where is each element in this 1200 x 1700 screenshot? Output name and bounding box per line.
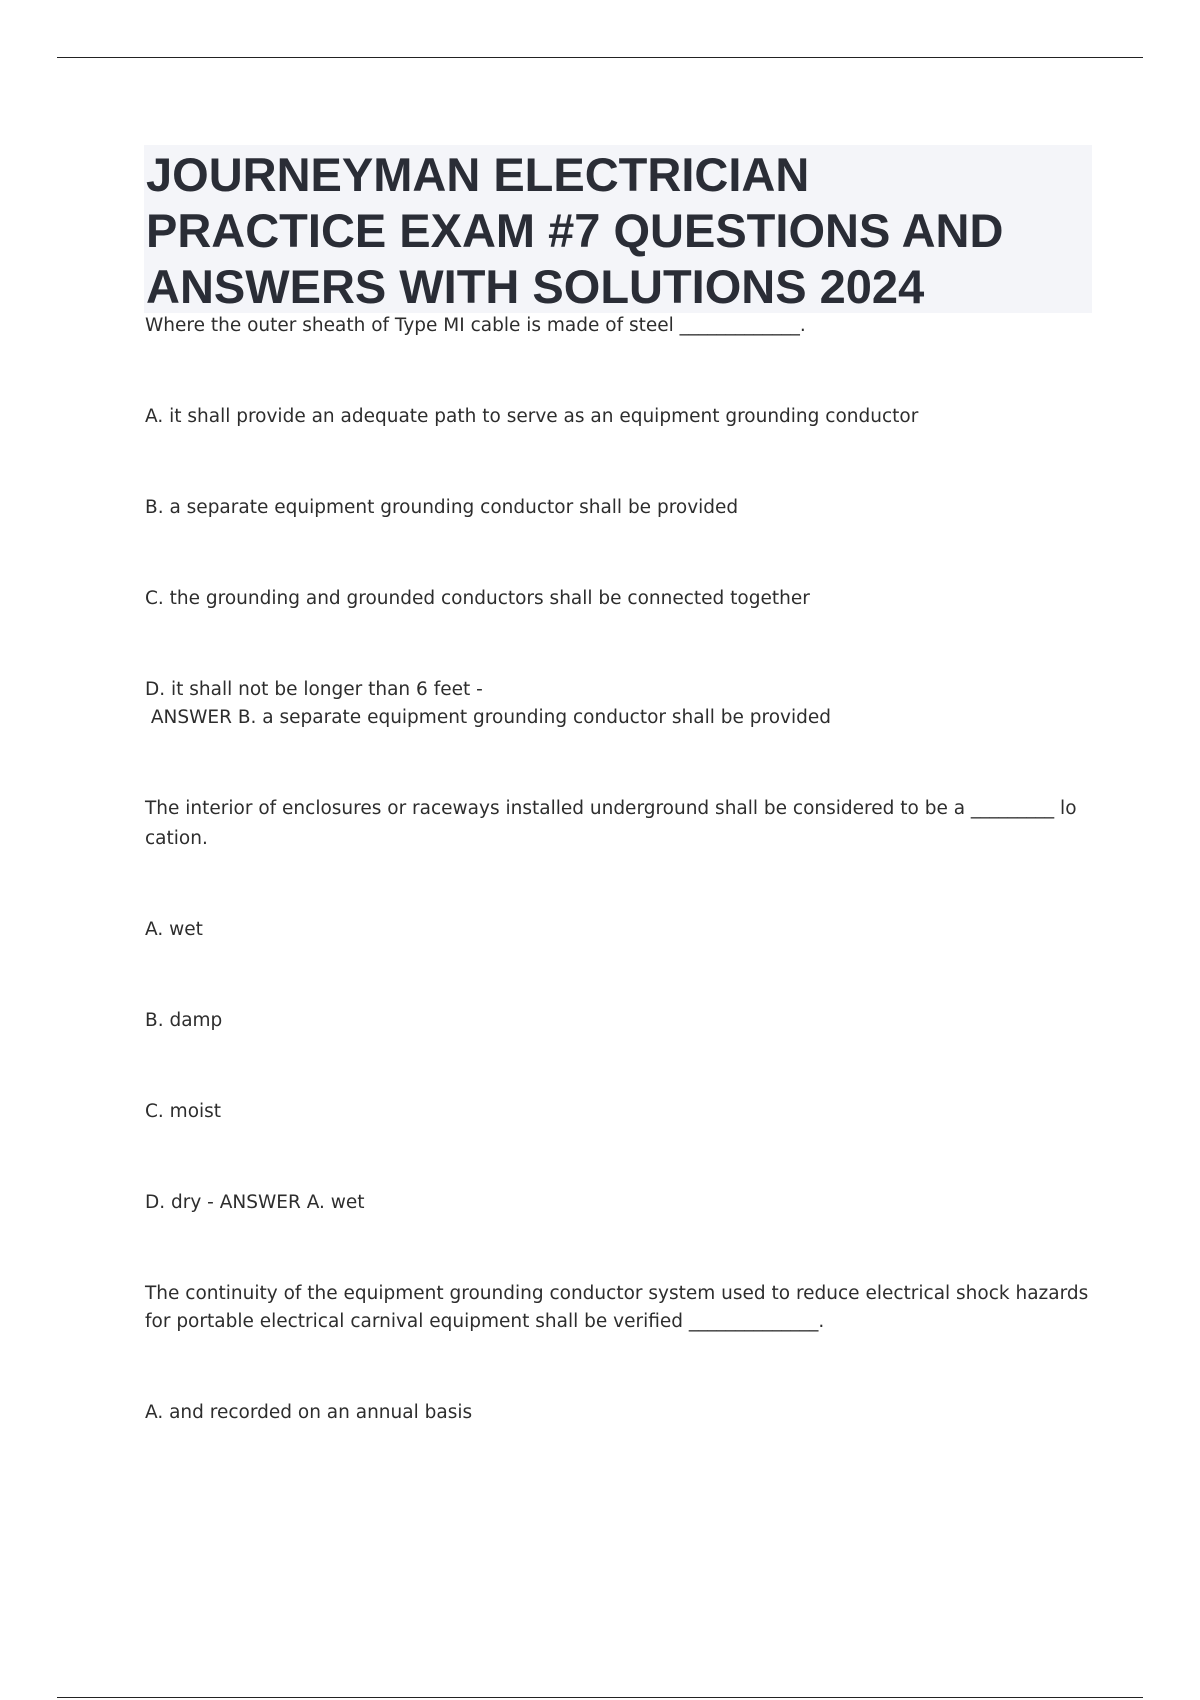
q2-question-line-1: The interior of enclosures or raceways installed underground shall be considered to be a _________ lo [145, 798, 1077, 819]
title-line-2: PRACTICE EXAM #7 QUESTIONS AND [146, 204, 1004, 257]
q1-option-c: C. the grounding and grounded conductors shall be connected together [145, 588, 810, 609]
q3-question-line-1: The continuity of the equipment grounding conductor system used to reduce electrical shock hazards [145, 1283, 1089, 1304]
q1-answer: ANSWER B. a separate equipment grounding conductor shall be provided [145, 707, 831, 728]
top-divider [57, 57, 1143, 58]
q1-option-a: A. it shall provide an adequate path to serve as an equipment grounding conductor [145, 406, 919, 427]
q1-option-d: D. it shall not be longer than 6 feet - [145, 679, 483, 700]
title-line-3: ANSWERS WITH SOLUTIONS 2024 [146, 260, 925, 313]
q2-option-d-answer: D. dry - ANSWER A. wet [145, 1192, 365, 1213]
q3-option-a: A. and recorded on an annual basis [145, 1402, 473, 1423]
q2-option-b: B. damp [145, 1010, 223, 1031]
q1-option-b: B. a separate equipment grounding conductor shall be provided [145, 497, 739, 518]
bottom-divider [57, 1697, 1143, 1698]
q2-question-line-2: cation. [145, 828, 208, 849]
title-line-1: JOURNEYMAN ELECTRICIAN [146, 148, 810, 201]
q2-option-a: A. wet [145, 919, 203, 940]
q2-option-c: C. moist [145, 1101, 222, 1122]
q3-question-line-2: for portable electrical carnival equipment shall be verified ______________. [145, 1311, 825, 1332]
q1-question: Where the outer sheath of Type MI cable is made of steel _____________. [145, 315, 806, 336]
page-title [146, 147, 1086, 315]
